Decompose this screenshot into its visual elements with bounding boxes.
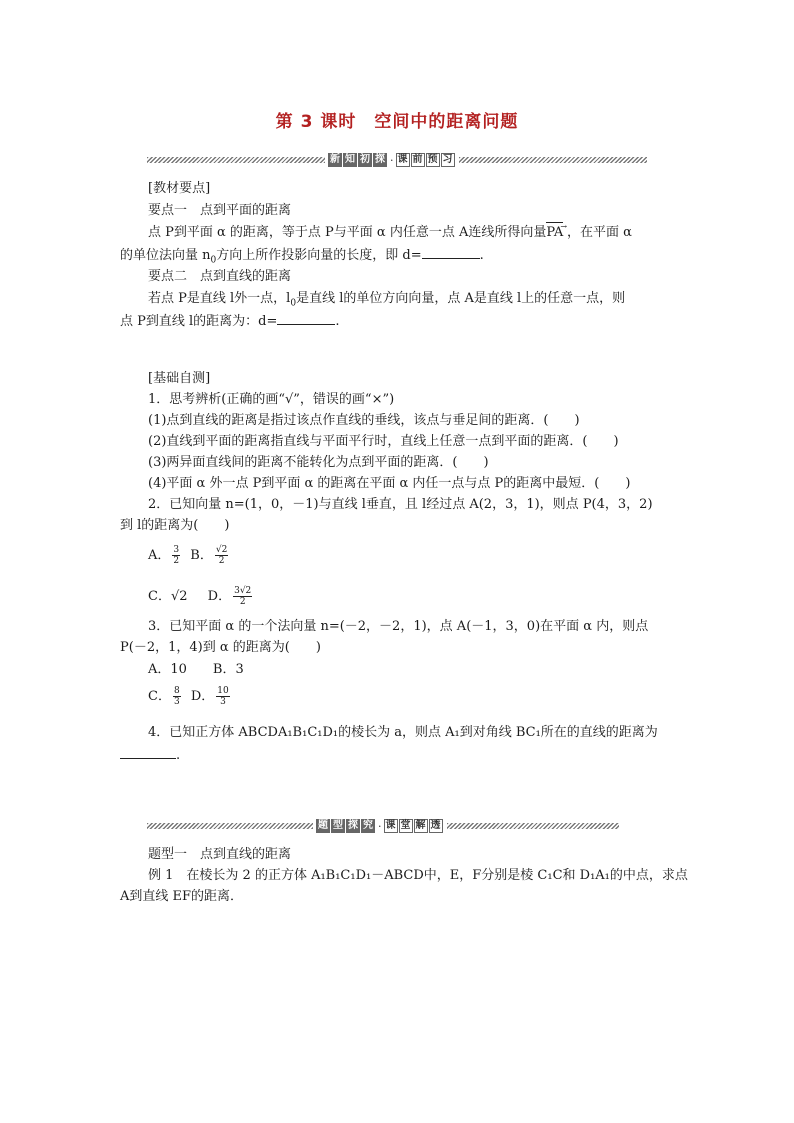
banner-char: 预 [427,154,438,165]
section-heading: [基础自测] [148,371,211,386]
option-c-label: C． [148,689,171,704]
answer-blank[interactable] [277,312,335,325]
option-c: C．√2 [148,589,188,604]
type1-title: 题型一 点到直线的距离 [148,847,292,862]
text: 点 P到直线 l的距离为：d= [120,314,278,329]
point2-title: 要点二 点到直线的距离 [148,269,292,284]
text: 若点 P是直线 l外一点，l [148,291,291,306]
point1-line2 [120,246,484,270]
banner-char: 题 [318,820,328,831]
option-b-label: B． [190,548,213,563]
fraction [233,586,252,607]
text: . [335,314,340,329]
banner-dot: · [390,153,394,167]
q1-item: (4)平面 α 外一点 P到平面 α 的距离在平面 α 内任一点与点 P的距离中最短．( ) [148,476,631,491]
subscript: 0 [290,298,297,309]
banner-char: 透 [430,820,441,831]
numerator: √2 [215,545,228,555]
numerator: 8 [173,686,180,696]
denominator: 2 [173,556,180,566]
section-banner-class [147,819,619,833]
denominator: 3 [173,697,180,707]
numerator: 3 [173,545,180,555]
banner-char: 课 [385,820,396,831]
example-1-line1: 例 1 在棱长为 2 的正方体 A₁B₁C₁D₁－ABCD中，E，F分别是棱 C₁C和 D₁A₁的中点，求点 [148,868,688,883]
question-4-line1: 4．已知正方体 ABCDA₁B₁C₁D₁的棱长为 a，则点 A₁到对角线 BC₁所在的直线的距离为 [148,725,658,740]
arrow-icon: → [560,222,568,231]
question-3-line1: 3．已知平面 α 的一个法向量 n=(－2，－2，1)，点 A(－1，3，0)在平面 α 内，则点 [148,619,649,634]
hatch-right [459,157,648,163]
hatch-left [147,157,325,163]
numerator: 3√2 [234,586,252,596]
option-d-label: D． [207,589,232,604]
banner-dot: · [378,819,382,833]
text: 方向上所作投影向量的长度，即 d= [216,248,422,263]
point2-line2 [120,312,340,331]
point1-title: 要点一 点到平面的距离 [148,203,292,218]
question-3-line2: P(－2，1，4)到 α 的距离为( ) [120,640,321,655]
question-2-line1: 2．已知向量 n=(1，0，－1)与直线 l垂直，且 l经过点 A(2，3，1)，则点 P(4，3，2) [148,497,653,512]
point1-line1 [148,224,632,243]
text: ，在平面 α [567,225,632,240]
q1-item: (1)点到直线的距离是指过该点作直线的垂线，该点与垂足间的距离．( ) [148,413,580,428]
vector-pa: PA [546,225,564,240]
banner-char: 习 [442,154,453,165]
banner-char: 新 [330,154,340,165]
text: 是直线 l的单位方向向量，点 A是直线 l上的任意一点，则 [296,291,626,306]
subscript: 0 [210,255,217,266]
banner-char: 前 [412,154,423,165]
banner-label [328,153,456,167]
answer-blank[interactable] [120,746,176,759]
denominator: 2 [218,556,225,566]
denominator: 3 [220,697,226,707]
fraction [216,686,229,707]
banner-char: 课 [397,154,408,165]
text: . [176,748,181,763]
example-1-line2: A到直线 EF的距离． [120,889,244,904]
answer-blank[interactable] [422,246,480,259]
section-banner-preview [147,153,647,167]
fraction [215,545,228,566]
question-2-line2: 到 l的距离为( ) [120,518,230,533]
q3-options-cd [148,686,232,708]
banner-char: 初 [360,154,370,165]
section-heading: [教材要点] [148,181,211,196]
text: 的单位法向量 n [120,248,211,263]
banner-char: 探 [375,154,385,165]
q1-item: (3)两异面直线间的距离不能转化为点到平面的距离．( ) [148,455,489,470]
question-4-line2 [120,746,180,765]
banner-char: 解 [415,820,426,831]
q2-options-cd [148,586,254,608]
fraction [172,545,180,566]
option-d-label: D． [190,689,215,704]
denominator: 2 [239,597,246,607]
text: . [479,248,484,263]
question-1: 1．思考辨析(正确的画“√”，错误的画“×”) [148,392,395,407]
q3-options-ab: A．10 B．3 [148,662,244,677]
q1-item: (2)直线到平面的距离指直线与平面平行时，直线上任意一点到平面的距离．( ) [148,434,619,449]
banner-char: 堂 [400,820,411,831]
fraction [173,686,181,707]
banner-char: 究 [363,820,373,831]
point2-line1 [148,290,625,313]
text: 点 P到平面 α 的距离，等于点 P与平面 α 内任意一点 A连线所得向量 [148,225,547,240]
banner-char: 型 [333,820,343,831]
hatch-right [447,823,620,829]
page-title: 第 3 课时 空间中的距离问题 [275,112,519,132]
option-a-label: A． [148,548,171,563]
hatch-left [147,823,313,829]
banner-label [316,819,444,833]
banner-char: 知 [345,154,355,165]
banner-char: 探 [348,820,358,831]
numerator: 10 [217,686,229,696]
q2-options-ab [148,545,230,567]
